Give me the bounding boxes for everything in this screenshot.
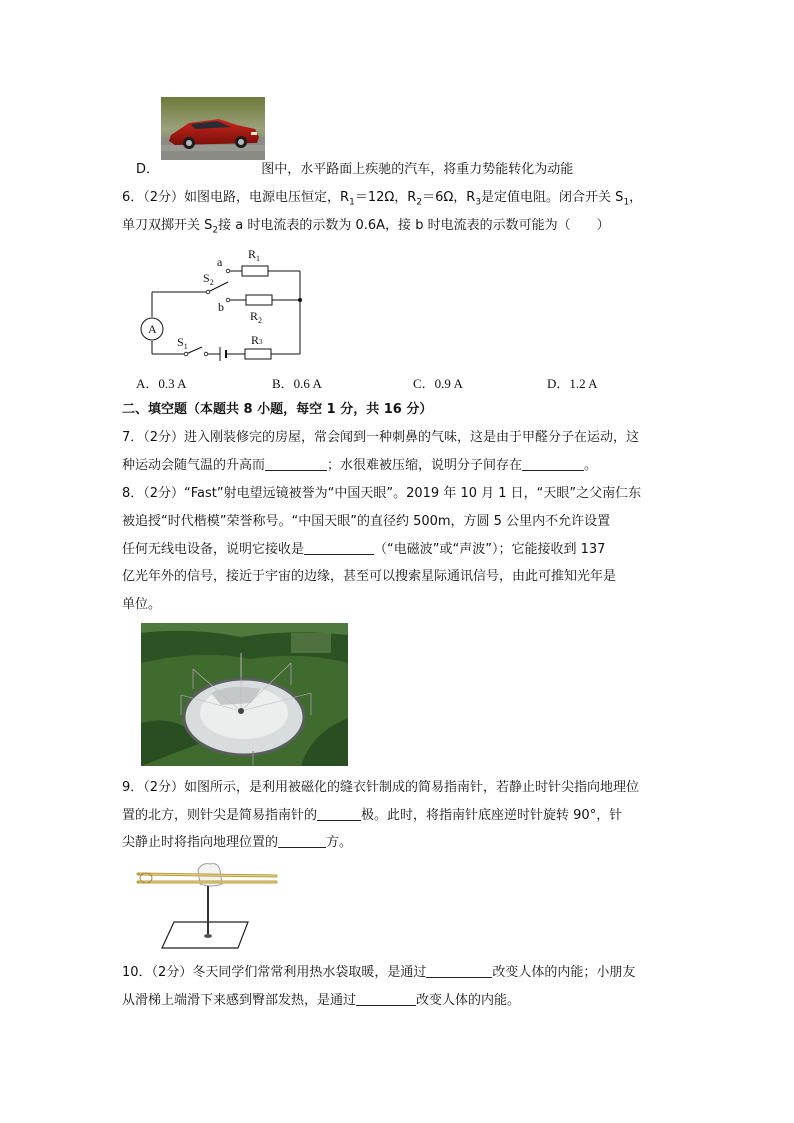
q8-line-1: 8．（2分）“Fast”射电望远镜被誉为“中国天眼”。2019 年 10 月 1 日，“天眼”之父南仁东: [122, 486, 642, 501]
section-title: 二、填空题（本题共 8 小题，每空 1 分，共 16 分）: [122, 402, 433, 417]
svg-text:S2: $S_2$: [203, 271, 214, 287]
q10-line-2: 从滑梯上端滑下来感到臀部发热，是通过 改变人体的内能。: [122, 993, 521, 1008]
q9-blank-1[interactable]: [317, 806, 361, 821]
q9-line-1: 9．（2分）如图所示，是利用被磁化的缝衣针制成的简易指南针，若静止时针尖指向地理位: [122, 780, 640, 795]
q9-line-2: 置的北方，则针尖是简易指南针的 极。此时，将指南针底座逆时针旋转 90°，针: [122, 808, 623, 823]
option-d-text: 图中，水平路面上疾驰的汽车，将重力势能转化为动能: [261, 162, 574, 177]
q6-option-c: C．0.9 A: [413, 376, 463, 391]
q8-line-2: 被追授“时代楷模”荣誉称号。“中国天眼”的直径约 500m，方圆 5 公里内不允许设置: [122, 514, 611, 529]
q6-line-1: 6．（2分）如图电路，电源电压恒定，$R_1=12\Omega$，$R_2=6\Omega$，$R_3$是定值电阻。闭合开关 $S_1$，: [122, 190, 643, 208]
needle-compass-figure: [136, 860, 282, 952]
q8-line-3: 任何无线电设备，说明它接收是 （“电磁波”或“声波”）；它能接收到 137: [122, 542, 606, 557]
svg-text:S1: $S_1$: [177, 335, 188, 351]
q8-line-4: 亿光年外的信号，接近于宇宙的边缘，甚至可以搜索星际通讯信号，由此可推知光年是: [122, 569, 617, 584]
q7-line-1: 7．（2分）进入刚装修完的房屋，常会闻到一种刺鼻的气味，这是由于甲醛分子在运动，这: [122, 430, 640, 445]
q6-option-b: B．0.6 A: [272, 376, 322, 391]
svg-text:R2: $R_2$: [250, 309, 263, 325]
q10-blank-1[interactable]: [426, 963, 492, 978]
q7-blank-2[interactable]: [522, 456, 584, 471]
circuit-diagram: [130, 244, 310, 364]
svg-text:a: a: [217, 255, 223, 269]
q10-blank-2[interactable]: [356, 991, 416, 1006]
svg-text:b: b: [218, 300, 224, 314]
car-photo: [161, 97, 265, 160]
q5-option-d: [136, 160, 573, 180]
svg-text:A: A: [148, 322, 157, 336]
q6-line-2: 单刀双掷开关 $S_2$接 a 时电流表的示数为 0.6A，接 b 时电流表的示数可能为（ ）: [122, 218, 610, 236]
q9-line-3: 尖静止时将指向地理位置的 方。: [122, 835, 353, 850]
option-d-letter: D．: [136, 162, 160, 177]
fast-telescope-photo: [141, 623, 348, 766]
q9-blank-2[interactable]: [278, 833, 326, 848]
q8-line-5: 单位。: [122, 597, 162, 612]
svg-text:R1: $R_1$: [248, 247, 261, 263]
q6-option-a: A．0.3 A: [136, 376, 187, 391]
q6-option-d: D．1.2 A: [547, 376, 598, 391]
q7-line-2: 种运动会随气温的升高而 ；水很难被压缩，说明分子间存在 。: [122, 458, 598, 473]
svg-text:R3: R3: [251, 333, 263, 347]
q10-line-1: 10．（2分）冬天同学们常常利用热水袋取暖，是通过 改变人体的内能；小朋友: [122, 965, 636, 980]
q7-blank-1[interactable]: [265, 456, 327, 471]
q8-blank-1[interactable]: [304, 540, 374, 555]
